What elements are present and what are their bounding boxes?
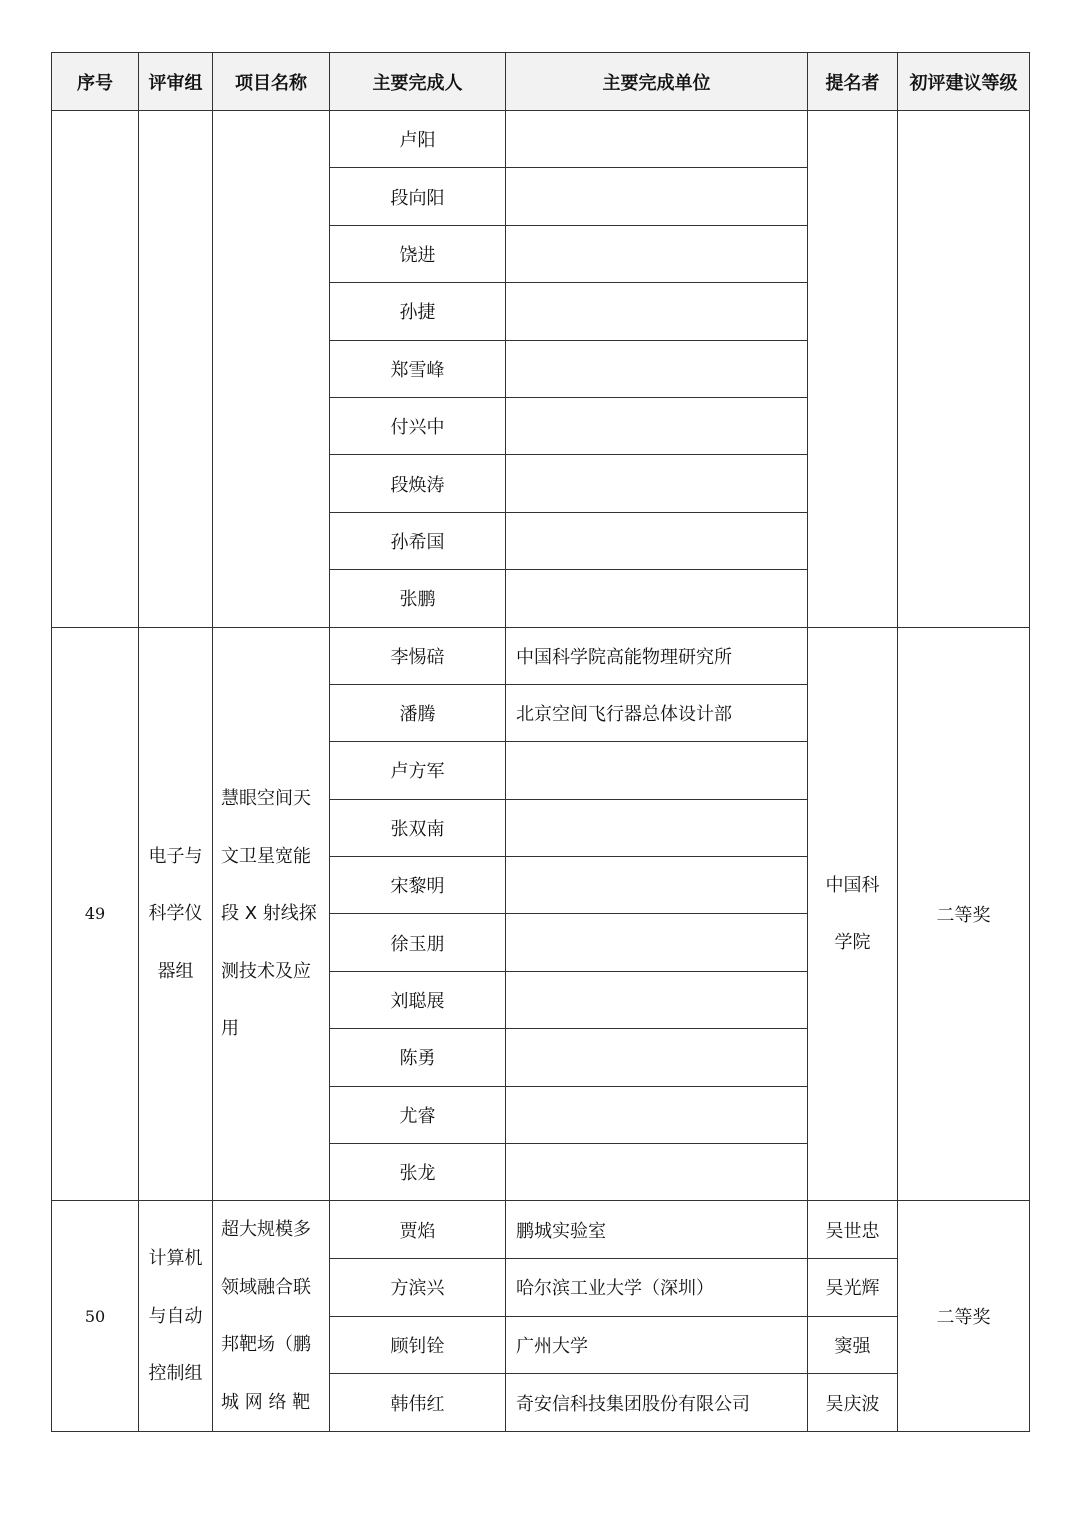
entry50-group <box>139 1201 213 1432</box>
person-cell: 张双南 <box>330 799 506 856</box>
person-cell: 卢方军 <box>330 742 506 799</box>
person-cell: 潘腾 <box>330 684 506 741</box>
entry49-nominator <box>808 627 898 1201</box>
unit-cell <box>506 455 808 512</box>
person-cell: 尤睿 <box>330 1086 506 1143</box>
unit-cell <box>506 914 808 971</box>
project-line: 测技术及应 <box>221 960 311 982</box>
unit-cell <box>506 857 808 914</box>
person-cell: 段向阳 <box>330 168 506 225</box>
col-header-persons: 主要完成人 <box>330 53 506 111</box>
group-line: 科学仪 <box>148 903 203 925</box>
person-cell: 陈勇 <box>330 1029 506 1086</box>
project-line: 用 <box>221 1018 239 1040</box>
person-cell: 贾焰 <box>330 1201 506 1259</box>
person-cell: 刘聪展 <box>330 971 506 1028</box>
group-line: 控制组 <box>148 1362 203 1384</box>
person-cell: 徐玉朋 <box>330 914 506 971</box>
person-cell: 卢阳 <box>330 111 506 168</box>
nominator-cell: 吴世忠 <box>808 1201 898 1259</box>
nominator-cell: 窦强 <box>808 1316 898 1374</box>
col-header-no: 序号 <box>52 53 139 111</box>
unit-cell <box>506 283 808 340</box>
cont-grade-cell <box>898 111 1030 628</box>
entry50-grade: 二等奖 <box>898 1201 1030 1432</box>
project-line: 领域融合联 <box>221 1276 311 1298</box>
person-cell: 李惕碚 <box>330 627 506 684</box>
entry49-grade: 二等奖 <box>898 627 1030 1201</box>
group-line: 器组 <box>157 960 194 982</box>
nominator-line: 学院 <box>834 931 871 953</box>
person-cell: 郑雪峰 <box>330 340 506 397</box>
project-line: 段 X 射线探 <box>221 903 317 925</box>
unit-cell: 北京空间飞行器总体设计部 <box>506 684 808 741</box>
unit-cell: 奇安信科技集团股份有限公司 <box>506 1374 808 1432</box>
unit-cell <box>506 397 808 454</box>
unit-cell: 鹏城实验室 <box>506 1201 808 1259</box>
entry50-project <box>213 1201 330 1432</box>
unit-cell <box>506 1144 808 1201</box>
unit-cell <box>506 1086 808 1143</box>
unit-cell <box>506 225 808 282</box>
nominator-cell: 吴庆波 <box>808 1374 898 1432</box>
unit-cell: 广州大学 <box>506 1316 808 1374</box>
person-cell: 段焕涛 <box>330 455 506 512</box>
unit-cell <box>506 570 808 627</box>
unit-cell <box>506 168 808 225</box>
table-row <box>52 1201 1030 1259</box>
col-header-group: 评审组 <box>139 53 213 111</box>
person-cell: 宋黎明 <box>330 857 506 914</box>
project-line: 超大规模多 <box>221 1219 311 1241</box>
col-header-grade: 初评建议等级 <box>898 53 1030 111</box>
person-cell: 饶进 <box>330 225 506 282</box>
person-cell: 孙捷 <box>330 283 506 340</box>
nominator-line: 中国科 <box>825 874 880 896</box>
unit-cell: 中国科学院高能物理研究所 <box>506 627 808 684</box>
cont-no-cell <box>52 111 139 628</box>
project-line: 慧眼空间天 <box>221 788 311 810</box>
person-cell: 张龙 <box>330 1144 506 1201</box>
unit-cell <box>506 111 808 168</box>
person-cell: 孙希国 <box>330 512 506 569</box>
entry49-project <box>213 627 330 1201</box>
awards-table <box>51 52 1030 1432</box>
unit-cell <box>506 742 808 799</box>
project-line: 城 网 络 靶 <box>221 1391 311 1413</box>
unit-cell <box>506 512 808 569</box>
col-header-project: 项目名称 <box>213 53 330 111</box>
unit-cell <box>506 799 808 856</box>
col-header-nominator: 提名者 <box>808 53 898 111</box>
nominator-cell: 吴光辉 <box>808 1259 898 1317</box>
person-cell: 付兴中 <box>330 397 506 454</box>
unit-cell <box>506 971 808 1028</box>
cont-nominator-cell <box>808 111 898 628</box>
unit-cell <box>506 1029 808 1086</box>
group-line: 与自动 <box>148 1305 203 1327</box>
entry49-group <box>139 627 213 1201</box>
group-line: 电子与 <box>148 845 203 867</box>
project-line: 文卫星宽能 <box>221 845 311 867</box>
header-row <box>52 53 1030 111</box>
cont-group-cell <box>139 111 213 628</box>
project-line: 邦靶场（鹏 <box>221 1334 311 1356</box>
person-cell: 韩伟红 <box>330 1374 506 1432</box>
table-row <box>52 627 1030 684</box>
col-header-units: 主要完成单位 <box>506 53 808 111</box>
entry50-no: 50 <box>52 1201 139 1432</box>
entry49-no: 49 <box>52 627 139 1201</box>
unit-cell <box>506 340 808 397</box>
person-cell: 顾钊铨 <box>330 1316 506 1374</box>
unit-cell: 哈尔滨工业大学（深圳） <box>506 1259 808 1317</box>
table-row <box>52 111 1030 168</box>
person-cell: 张鹏 <box>330 570 506 627</box>
cont-project-cell <box>213 111 330 628</box>
person-cell: 方滨兴 <box>330 1259 506 1317</box>
group-line: 计算机 <box>148 1248 203 1270</box>
